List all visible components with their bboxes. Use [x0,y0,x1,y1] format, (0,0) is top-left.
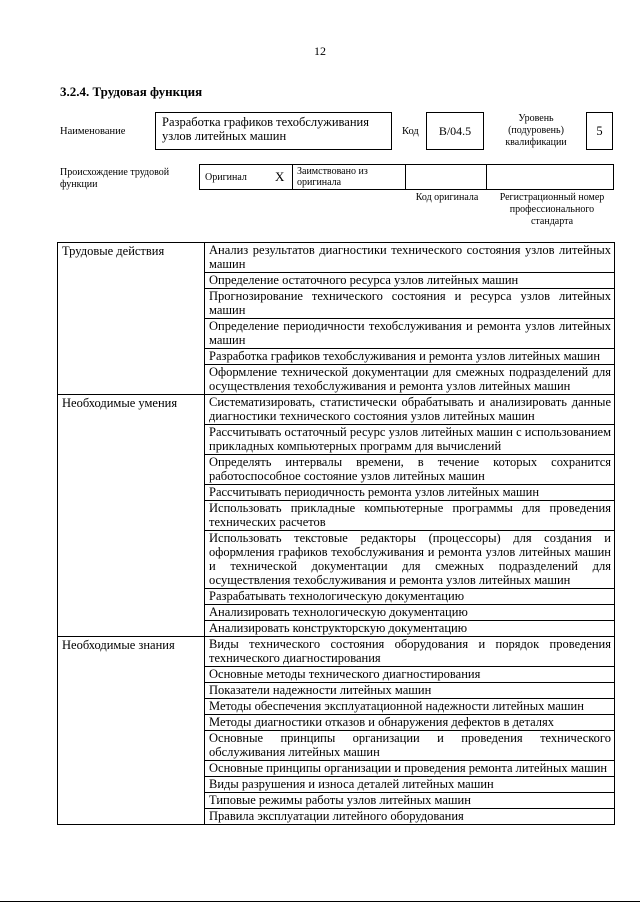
section-label-knowledge: Необходимые знания [58,637,205,825]
table-cell: Использовать текстовые редакторы (процессоры) для создания и оформления графиков техобслуживания и ремонта узлов литейных машин и технической документации для смежных подразделений для осуществления техобслуживания и ремонта узлов литейных машин [205,531,615,589]
origin-divider-3 [486,164,487,190]
table-cell: Рассчитывать остаточный ресурс узлов литейных машин с использованием прикладных компьютерных программ для вычислений [205,425,615,455]
table-cell: Показатели надежности литейных машин [205,683,615,699]
name-value-box [155,112,392,150]
table-cell: Рассчитывать периодичность ремонта узлов литейных машин [205,485,615,501]
table-row [58,243,615,273]
scan-bottom-edge [0,901,640,902]
code-label: Код [402,126,419,137]
table-row [58,637,615,667]
code-value-box [426,112,484,150]
table-cell: Разработка графиков техобслуживания и ремонта узлов литейных машин [205,349,615,365]
table-cell: Виды технического состояния оборудования и порядок проведения технического диагностирования [205,637,615,667]
table-cell: Разрабатывать технологическую документацию [205,589,615,605]
level-value: 5 [596,124,603,138]
table-cell: Систематизировать, статистически обрабатывать и анализировать данные диагностики технического состояния узлов литейных машин [205,395,615,425]
table-cell: Анализировать технологическую документацию [205,605,615,621]
original-label: Оригинал [205,172,247,183]
origin-divider-1 [292,164,293,190]
level-label: Уровень (подуровень) квалификации [505,113,567,148]
table-cell: Основные методы технического диагностирования [205,667,615,683]
competency-table [57,242,615,825]
table-cell: Методы диагностики отказов и обнаружения дефектов в деталях [205,715,615,731]
table-cell: Методы обеспечения эксплуатационной надежности литейных машин [205,699,615,715]
name-value: Разработка графиков техобслуживания узлов литейных машин [162,115,369,143]
table-cell: Использовать прикладные компьютерные программы для проведения технических расчетов [205,501,615,531]
table-cell: Правила эксплуатации литейного оборудования [205,809,615,825]
page-number: 12 [314,44,326,58]
section-title: 3.2.4. Трудовая функция [60,84,203,99]
table-cell: Анализировать конструкторскую документацию [205,621,615,637]
table-cell: Виды разрушения и износа деталей литейных машин [205,777,615,793]
code-value: B/04.5 [438,124,472,138]
name-label: Наименование [60,126,126,137]
table-cell: Оформление технической документации для смежных подразделений для осуществления техобслуживания и ремонта узлов литейных машин [205,365,615,395]
table-cell: Типовые режимы работы узлов литейных машин [205,793,615,809]
table-cell: Основные принципы организации и проведения технического обслуживания литейных машин [205,731,615,761]
origin-box [199,164,614,190]
table-cell: Определение остаточного ресурса узлов литейных машин [205,273,615,289]
original-code-label: Код оригинала [415,192,479,203]
table-row [58,395,615,425]
table-cell: Прогнозирование технического состояния и ресурса узлов литейных машин [205,289,615,319]
table-cell: Анализ результатов диагностики технического состояния узлов литейных машин [205,243,615,273]
table-cell: Определять интервалы времени, в течение которых сохранится работоспособное состояние узлов литейных машин [205,455,615,485]
original-mark: X [275,169,285,184]
section-label-skills: Необходимые умения [58,395,205,637]
section-label-actions: Трудовые действия [58,243,205,395]
origin-label: Происхождение трудовой функции [60,167,170,190]
reg-number-label: Регистрационный номер профессионального стандарта [499,192,605,227]
level-value-box [586,112,613,150]
table-cell: Определение периодичности техобслуживания и ремонта узлов литейных машин [205,319,615,349]
table-cell: Основные принципы организации и проведения ремонта литейных машин [205,761,615,777]
origin-divider-2 [405,164,406,190]
borrowed-label: Заимствовано из оригинала [297,166,368,188]
